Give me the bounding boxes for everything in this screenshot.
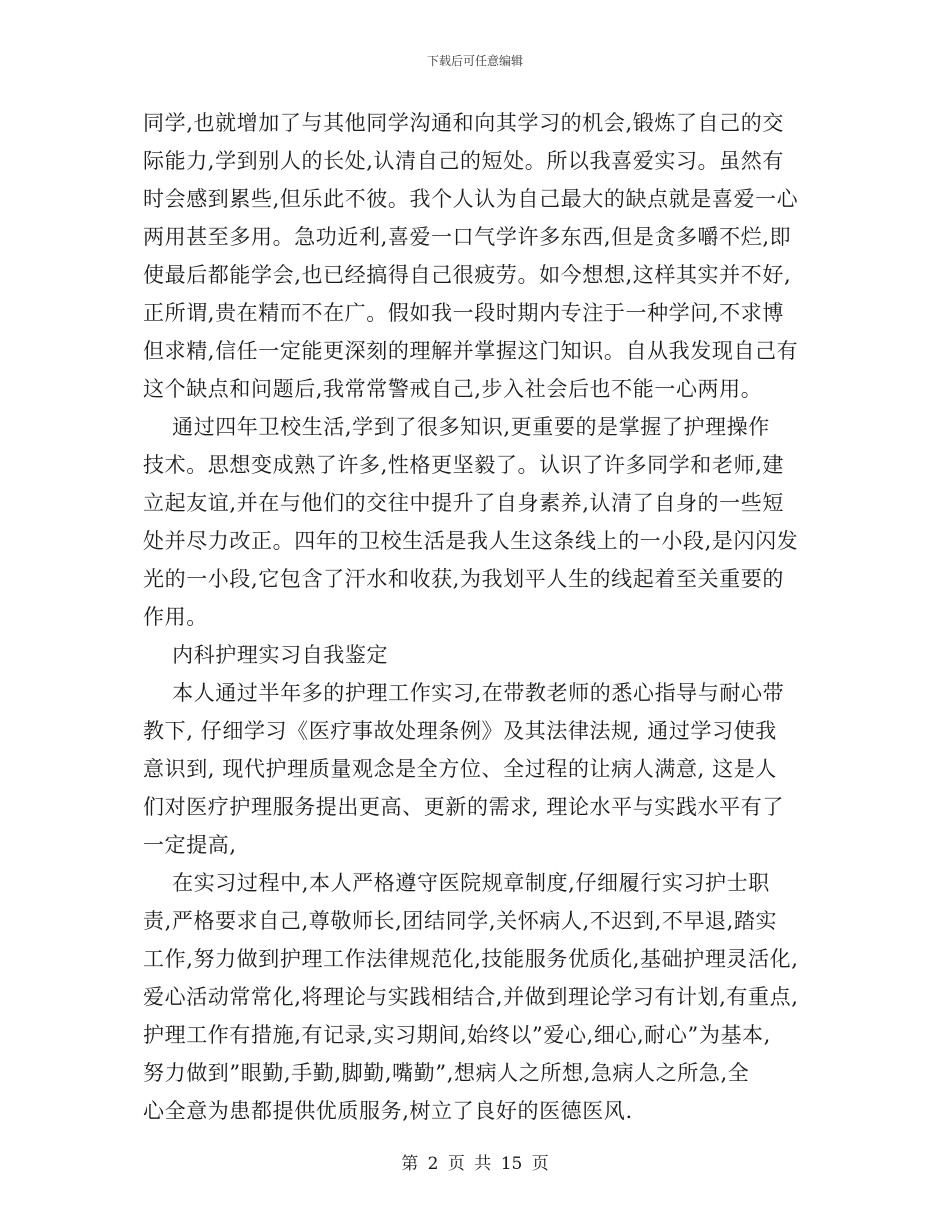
body-line: 教下, 仔细学习《医疗事故处理条例》及其法律法规, 通过学习使我 (143, 719, 777, 743)
body-line: 但求精,信任一定能更深刻的理解并掌握这门知识。自从我发现自己有 (143, 339, 799, 363)
section-heading: 内科护理实习自我鉴定 (143, 643, 389, 667)
body-line: 努力做到”眼勤,手勤,脚勤,嘴勤”,想病人之所想,急病人之所急,全 (143, 1061, 750, 1085)
body-line: 爱心活动常常化,将理论与实践相结合,并做到理论学习有计划,有重点, (143, 985, 799, 1009)
page-header: 下载后可任意编辑 (426, 54, 523, 68)
body-line: 这个缺点和问题后,我常常警戒自己,步入社会后也不能一心两用。 (143, 377, 763, 401)
body-line: 工作,努力做到护理工作法律规范化,技能服务优质化,基础护理灵活化, (143, 947, 799, 971)
paragraph-start-line: 在实习过程中,本人严格遵守医院规章制度,仔细履行实习护士职 (143, 871, 770, 895)
page-footer: 第 2 页 共 15 页 (401, 1154, 549, 1174)
body-line: 护理工作有措施,有记录,实习期间,始终以”爱心,细心,耐心”为基本, (143, 1023, 771, 1047)
body-line: 正所谓,贵在精而不在广。假如我一段时期内专注于一种学问,不求博 (143, 301, 784, 325)
body-line: 同学,也就增加了与其他同学沟通和向其学习的机会,锻炼了自己的交 (143, 111, 784, 135)
body-line: 光的一小段,它包含了汗水和收获,为我划平人生的线起着至关重要的 (143, 567, 784, 591)
body-line: 意识到, 现代护理质量观念是全方位、全过程的让病人满意, 这是人 (143, 757, 777, 781)
body-line: 技术。思想变成熟了许多,性格更坚毅了。认识了许多同学和老师,建 (143, 453, 784, 477)
body-line: 使最后都能学会,也已经搞得自己很疲劳。如今想想,这样其实并不好, (143, 263, 792, 287)
body-line: 际能力,学到别人的长处,认清自己的短处。所以我喜爱实习。虽然有 (143, 149, 784, 173)
paragraph-start-line: 通过四年卫校生活,学到了很多知识,更重要的是掌握了护理操作 (143, 415, 770, 439)
body-line: 们对医疗护理服务提出更高、更新的需求, 理论水平与实践水平有了 (143, 795, 784, 819)
body-line: 两用甚至多用。急功近利,喜爱一口气学许多东西,但是贪多嚼不烂,即 (143, 225, 792, 249)
body-line: 责,严格要求自己,尊敬师长,团结同学,关怀病人,不迟到,不早退,踏实 (143, 909, 778, 933)
body-line: 处并尽力改正。四年的卫校生活是我人生这条线上的一小段,是闪闪发 (143, 529, 799, 553)
body-line: 时会感到累些,但乐此不彼。我个人认为自己最大的缺点就是喜爱一心 (143, 187, 799, 211)
paragraph-start-line: 本人通过半年多的护理工作实习,在带教老师的悉心指导与耐心带 (143, 681, 785, 705)
body-line: 一定提高, (143, 833, 237, 857)
body-line: 心全意为患都提供优质服务,树立了良好的医德医风. (143, 1099, 633, 1123)
body-line: 作用。 (143, 605, 208, 629)
body-line: 立起友谊,并在与他们的交往中提升了自身素养,认清了自身的一些短 (143, 491, 784, 515)
